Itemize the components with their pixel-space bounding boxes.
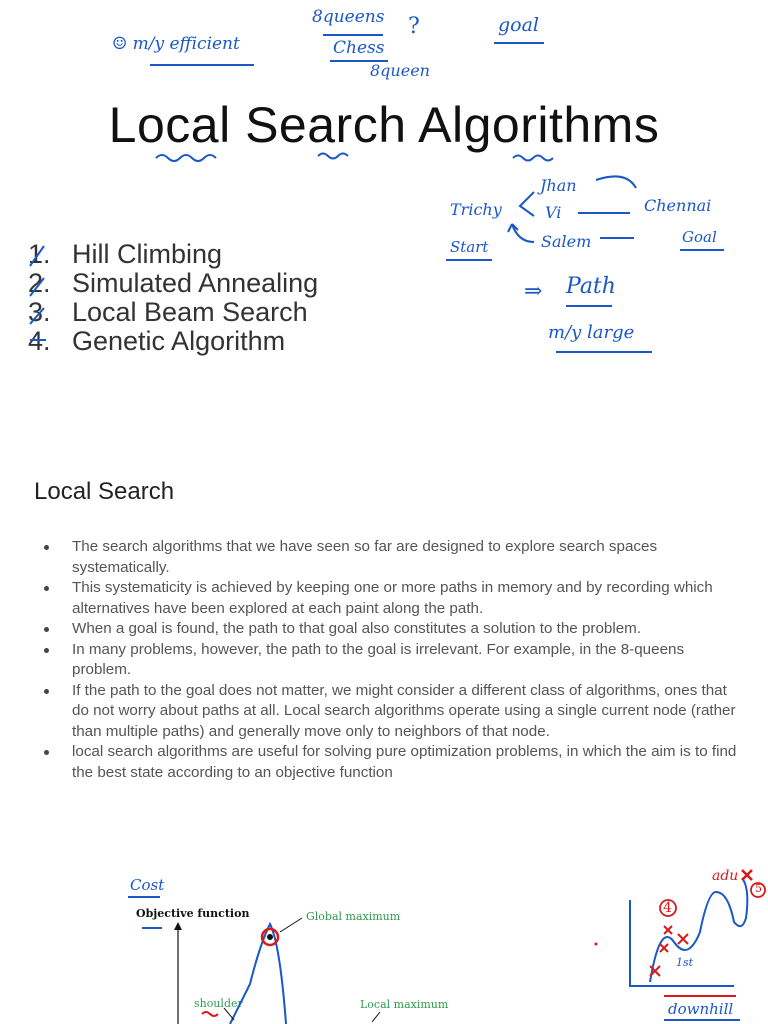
- list-number: 4.: [28, 326, 51, 356]
- annotation-large: m/y large: [548, 322, 635, 343]
- list-number: 1.: [28, 239, 51, 269]
- annotation-efficient: ☺ m/y efficient: [112, 34, 240, 54]
- annotation-path: Path: [566, 274, 616, 299]
- annotation-cost: Cost: [130, 876, 165, 894]
- list-label: Genetic Algorithm: [72, 326, 286, 356]
- sketch-x-2: [660, 944, 668, 952]
- sketch-axes: [630, 900, 734, 986]
- annotation-8queen-bottom: 8queen: [370, 61, 430, 80]
- annotation-8queens-top: 8queens: [312, 7, 385, 27]
- map-arc-top: [596, 176, 636, 188]
- y-axis-arrow: [174, 922, 182, 930]
- list-label: Simulated Annealing: [72, 268, 319, 298]
- bullet-item: This systematicity is achieved by keeping one or more paths in memory and by recording which alternatives have been explored at each paint along the path.: [40, 578, 740, 619]
- page-title: Local Search Algorithms: [108, 97, 660, 153]
- sketch-circle-4-ring: [660, 900, 676, 916]
- sketch-circle-5-ring: [751, 883, 765, 897]
- list-label: Hill Climbing: [72, 239, 223, 269]
- squiggle-algo: [513, 156, 553, 161]
- annotation-start: Start: [450, 238, 489, 256]
- bullet-item: The search algorithms that we have seen so far are designed to explore search spaces systematically.: [40, 537, 740, 578]
- sketch-circle-5: 5: [755, 882, 762, 895]
- annotation-chess: Chess: [333, 38, 385, 58]
- sketch-x-5: [742, 870, 752, 880]
- shoulder-label: shoulder: [194, 997, 243, 1010]
- list-number: 3.: [28, 297, 51, 327]
- sketch-circle-4: 4: [663, 900, 672, 916]
- list-mark-3: [30, 308, 44, 324]
- squiggle-search: [318, 154, 348, 159]
- squiggle-local: [156, 155, 216, 161]
- annotation-arrow: ⇒: [524, 279, 543, 304]
- annotation-salem: Salem: [541, 232, 592, 251]
- list-mark-2: [30, 278, 44, 296]
- bullet-item: local search algorithms are useful for solving pure optimization problems, in which the aim is to find the best state according to an objective function: [40, 742, 740, 783]
- local-max-pointer: [372, 1012, 380, 1022]
- list-number: 2.: [28, 268, 51, 298]
- global-max-dot: [267, 934, 273, 940]
- global-maximum-label: Global maximum: [306, 910, 401, 923]
- sketch-first: 1st: [676, 956, 694, 969]
- sketch-label-top: adu: [712, 868, 739, 884]
- shoulder-squiggle: [202, 1012, 218, 1016]
- global-max-pointer: [280, 918, 302, 932]
- stray-dot: [595, 943, 598, 946]
- sketch-downhill: downhill: [668, 1000, 734, 1018]
- section-title: Local Search: [34, 478, 175, 505]
- sketch-curve: [650, 878, 747, 982]
- bullet-item: When a goal is found, the path to that goal also constitutes a solution to the problem.: [40, 619, 740, 640]
- sketch-x-4: [678, 934, 688, 944]
- shoulder-pointer: [224, 1008, 234, 1020]
- annotation-goal-map: Goal: [682, 228, 717, 246]
- annotation-trichy: Trichy: [450, 200, 502, 219]
- list-label: Local Beam Search: [72, 297, 308, 327]
- sketch-x-3: [664, 926, 672, 934]
- objective-function-label: Objective function: [136, 907, 250, 920]
- annotation-chennai: Chennai: [644, 196, 712, 215]
- map-arrow-salem: [508, 224, 534, 242]
- annotation-jhan: Jhan: [540, 176, 577, 195]
- annotation-goal: goal: [498, 14, 540, 36]
- list-mark-1: [30, 246, 44, 266]
- annotation-vi: Vi: [545, 203, 562, 222]
- bullet-item: In many problems, however, the path to the goal is irrelevant. For example, in the 8-queens problem.: [40, 640, 740, 681]
- bullet-item: If the path to the goal does not matter, we might consider a different class of algorithms, ones that do not worry about paths at all. Local search algorithms operate using a single current node (rather than multiple paths) and generally move only to neighbors of that node.: [40, 681, 740, 743]
- map-branch: [520, 192, 534, 216]
- annotation-question: ?: [408, 14, 420, 39]
- local-maximum-label: Local maximum: [360, 998, 449, 1011]
